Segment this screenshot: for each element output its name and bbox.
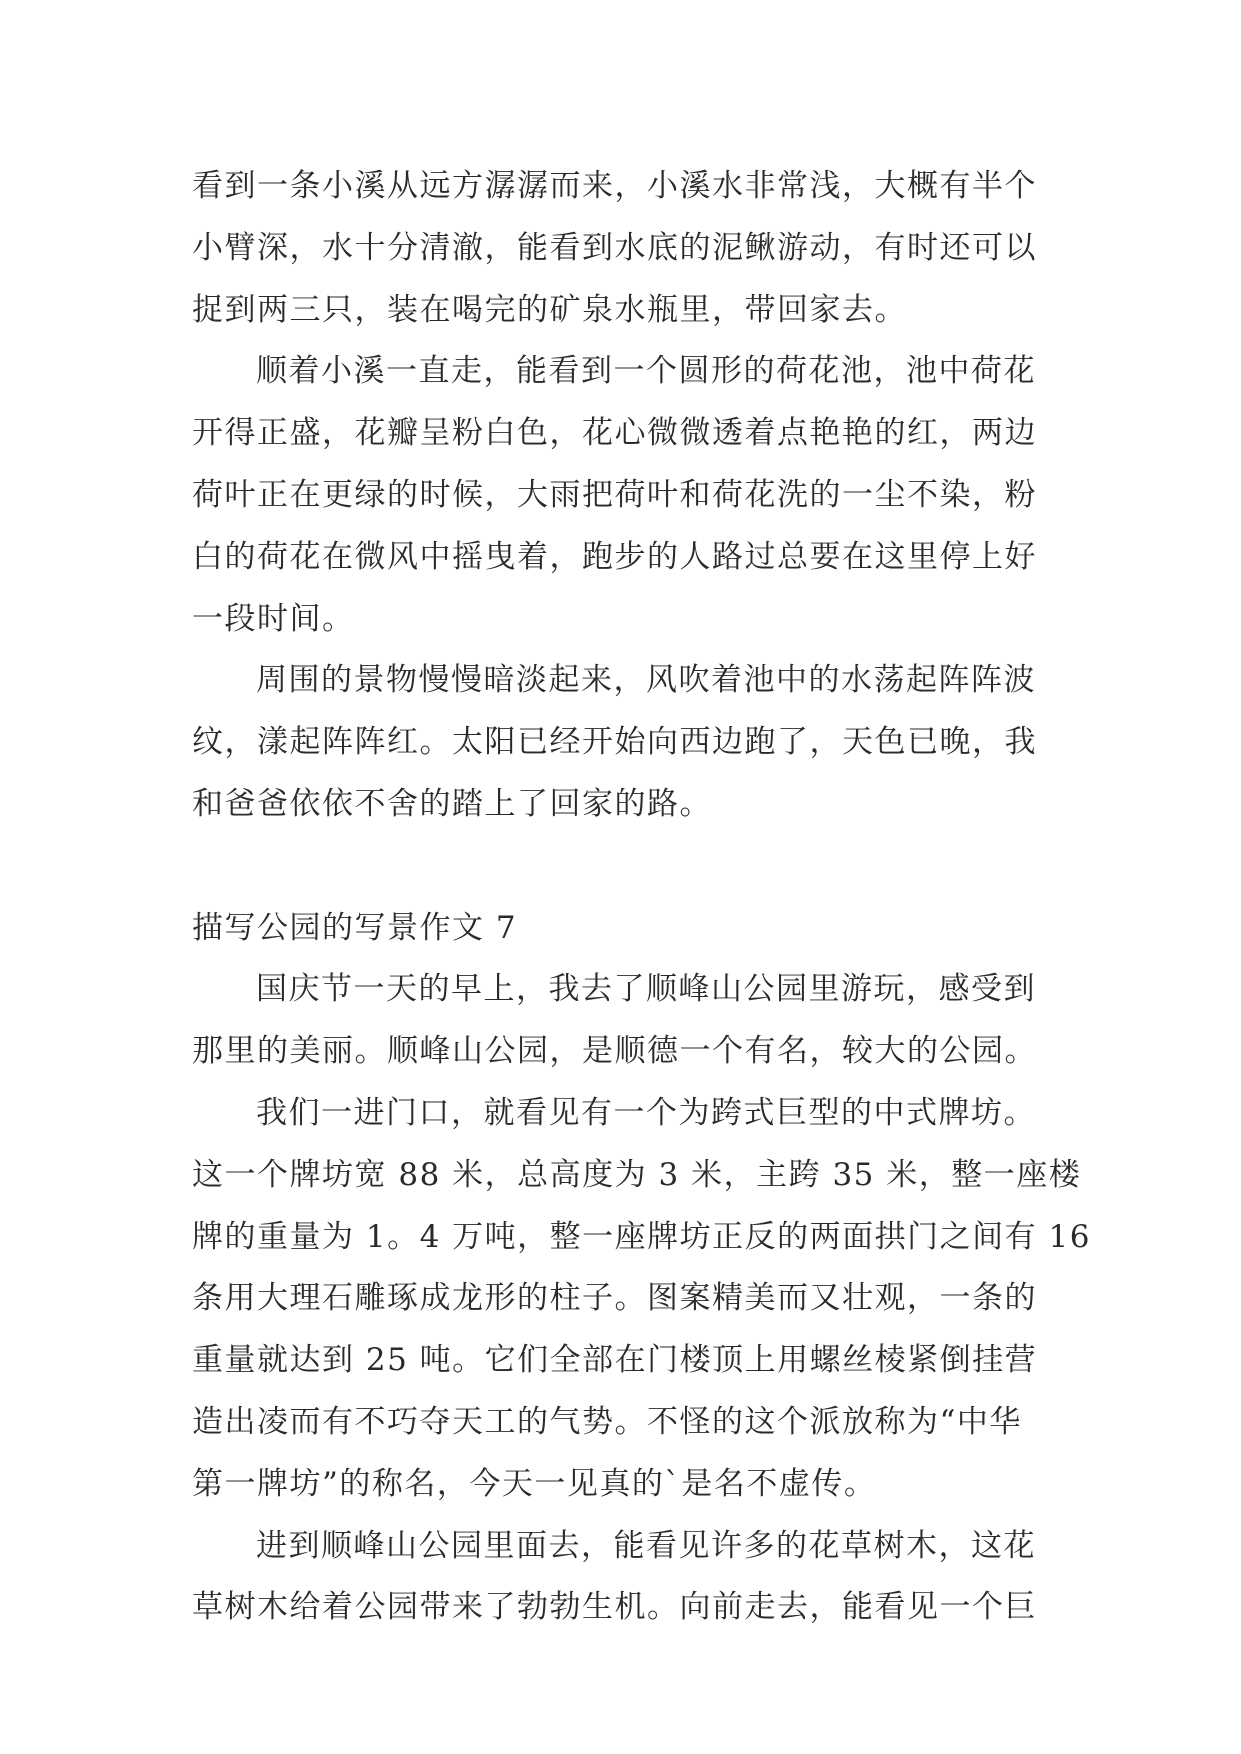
text-line: 白的荷花在微风中摇曳着，跑步的人路过总要在这里停上好 xyxy=(192,538,1037,575)
paragraph-intro xyxy=(192,959,1052,1083)
text-line: 这一个牌坊宽 88 米，总高度为 3 米，主跨 35 米，整一座楼 xyxy=(192,1156,1082,1193)
text-line: 纹，漾起阵阵红。太阳已经开始向西边跑了，天色已晚，我 xyxy=(192,724,1037,761)
text-line: 草树木给着公园带来了勃勃生机。向前走去，能看见一个巨 xyxy=(192,1589,1037,1626)
text-line: 重量就达到 25 吨。它们全部在门楼顶上用螺丝棱紧倒挂营 xyxy=(192,1342,1038,1379)
paragraph-dusk xyxy=(192,650,1052,835)
text-line: 捉到两三只，装在喝完的矿泉水瓶里，带回家去。 xyxy=(192,291,907,328)
text-line: 国庆节一天的早上，我去了顺峰山公园里游玩，感受到 xyxy=(256,971,1036,1008)
text-line: 牌的重量为 1。4 万吨，整一座牌坊正反的两面拱门之间有 16 xyxy=(192,1218,1091,1255)
text-line: 进到顺峰山公园里面去，能看见许多的花草树木，这花 xyxy=(256,1527,1036,1564)
text-line: 开得正盛，花瓣呈粉白色，花心微微透着点艳艳的红，两边 xyxy=(192,415,1037,452)
text-line: 条用大理石雕琢成龙形的柱子。图案精美而又壮观，一条的 xyxy=(192,1280,1037,1317)
text-line: 和爸爸依依不舍的踏上了回家的路。 xyxy=(192,785,712,822)
paragraph-stream xyxy=(192,156,1052,341)
text-line: 我们一进门口，就看见有一个为跨式巨型的中式牌坊。 xyxy=(256,1094,1036,1131)
text-line: 一段时间。 xyxy=(192,600,355,637)
text-line: 小臂深，水十分清澈，能看到水底的泥鳅游动，有时还可以 xyxy=(192,229,1037,266)
text-line: 第一牌坊”的称名，今天一见真的`是名不虚传。 xyxy=(192,1465,877,1502)
text-line: 荷叶正在更绿的时候，大雨把荷叶和荷花洗的一尘不染，粉 xyxy=(192,476,1037,513)
section-spacer xyxy=(192,836,1052,898)
paragraph-archway xyxy=(192,1083,1091,1516)
paragraph-lotus-pond xyxy=(192,341,1052,650)
paragraph-greenery xyxy=(192,1516,1052,1640)
text-line: 顺着小溪一直走，能看到一个圆形的荷花池，池中荷花 xyxy=(256,353,1036,390)
document-body xyxy=(192,156,1091,1639)
section-heading: 描写公园的写景作文 7 xyxy=(192,909,518,946)
text-line: 周围的景物慢慢暗淡起来，风吹着池中的水荡起阵阵波 xyxy=(256,662,1036,699)
text-line: 造出凌而有不巧夺天工的气势。不怪的这个派放称为“中华 xyxy=(192,1403,1022,1440)
text-line: 看到一条小溪从远方潺潺而来，小溪水非常浅，大概有半个 xyxy=(192,168,1037,204)
text-line: 那里的美丽。顺峰山公园，是顺德一个有名，较大的公园。 xyxy=(192,1033,1037,1070)
